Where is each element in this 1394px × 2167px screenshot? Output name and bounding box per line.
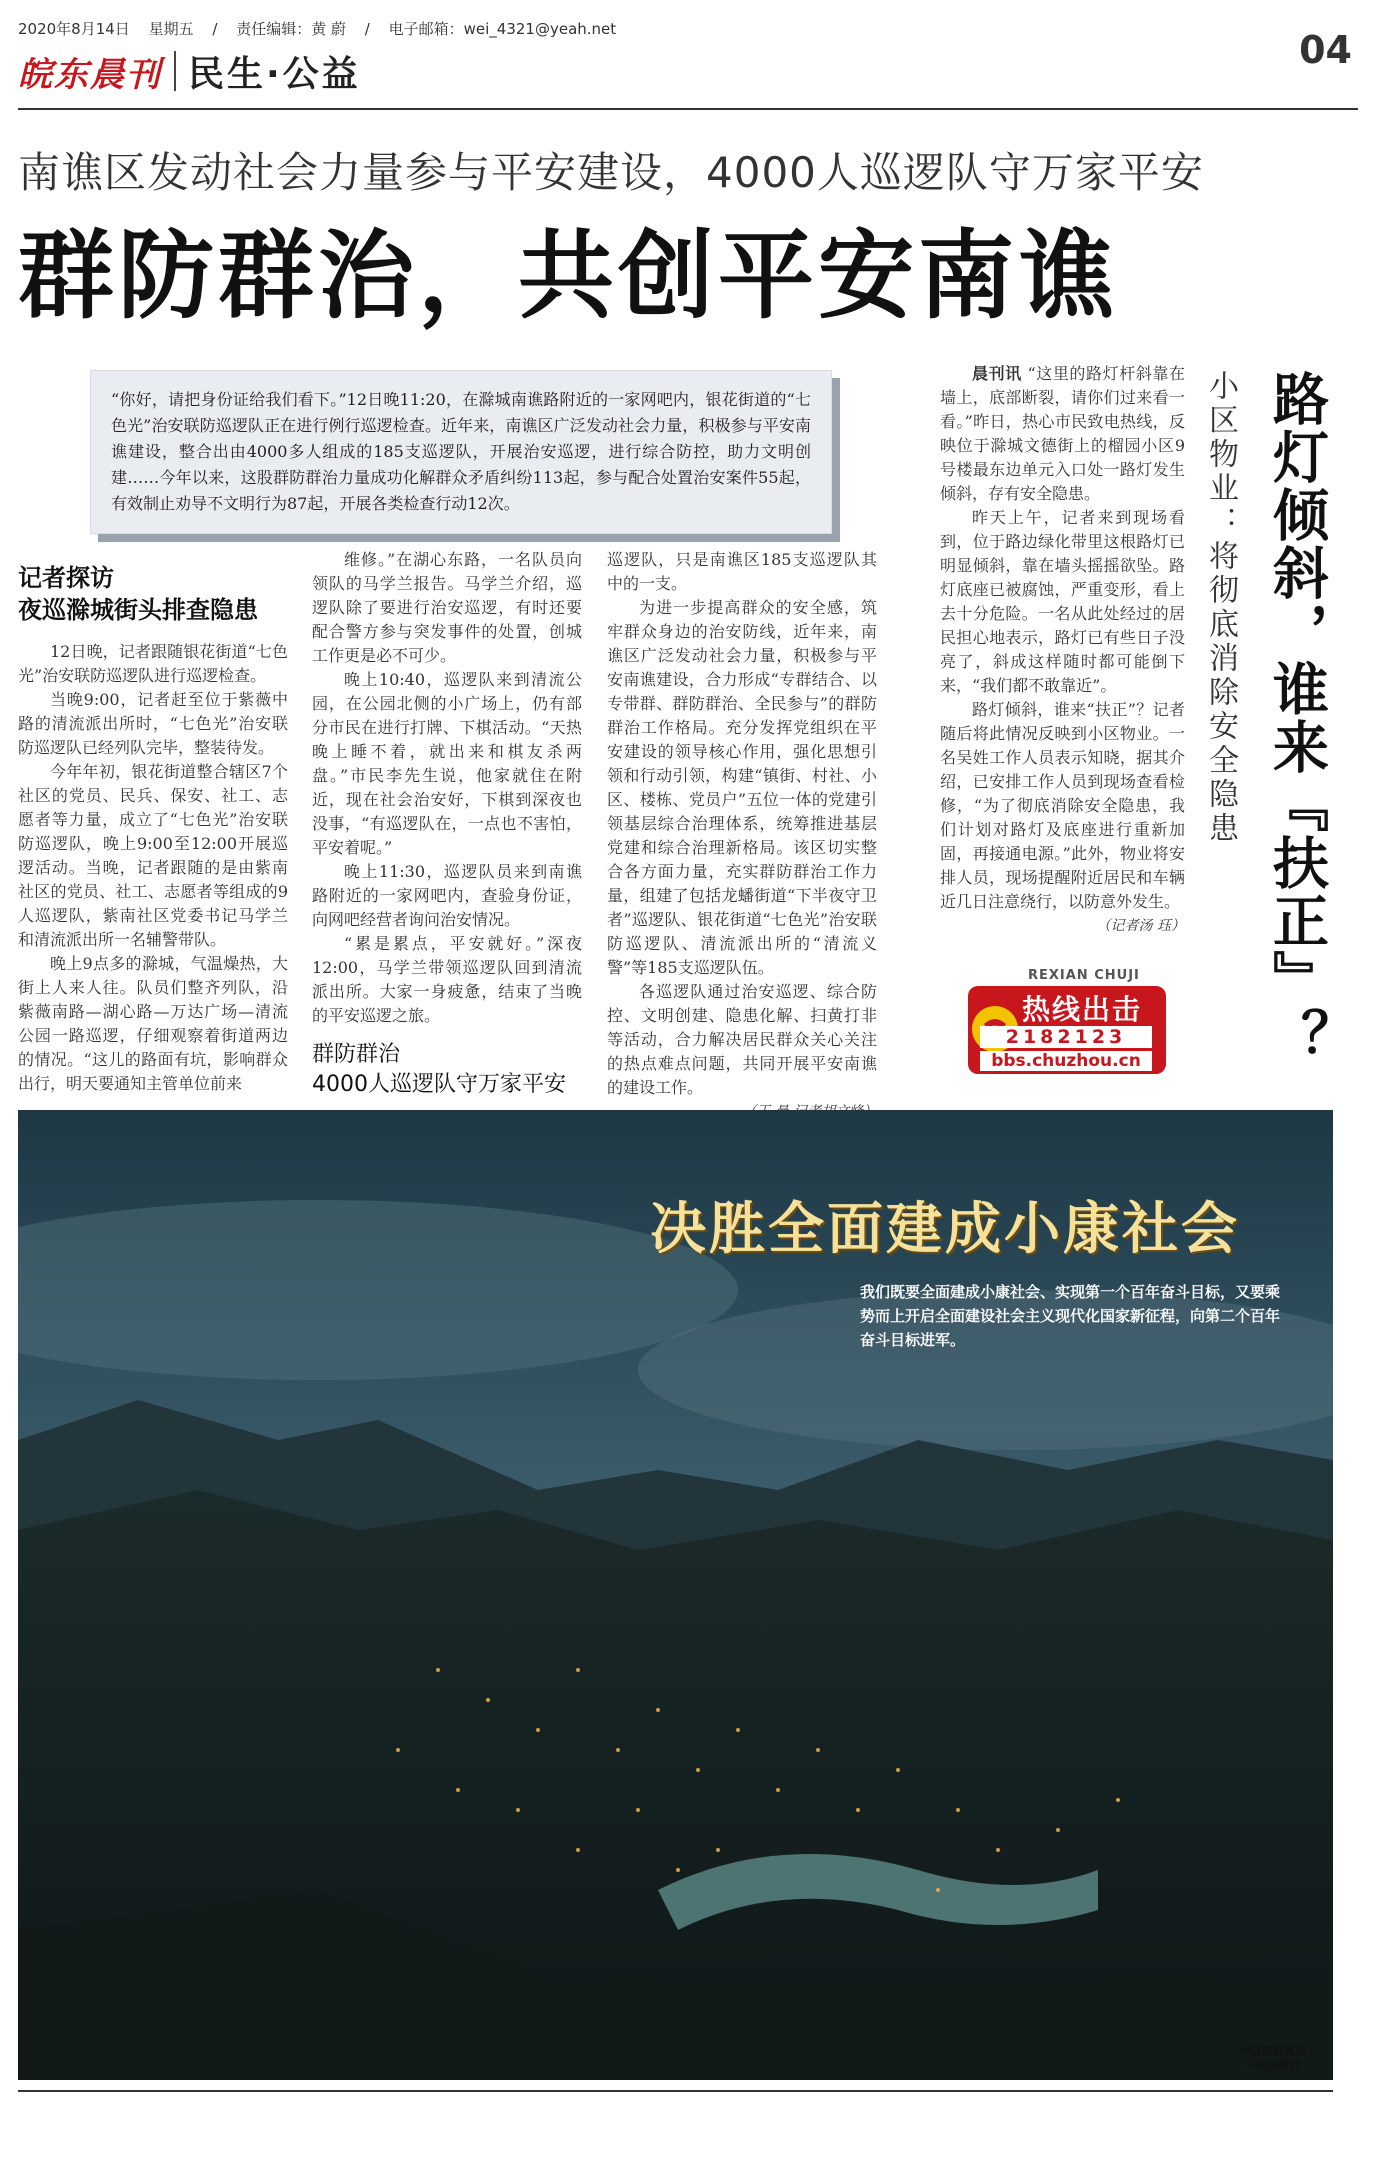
masthead [18, 46, 361, 96]
issue-date: 2020年8月14日 [18, 20, 130, 38]
ad-credit-line-2: 人民画报社 [1245, 2059, 1301, 2072]
col3-paragraph: 巡逻队，只是南谯区185支巡逻队其中的一支。 [607, 550, 877, 593]
side-story-paragraph: 路灯倾斜，谁来“扶正”？记者随后将此情况反映到小区物业。一名吴姓工作人员表示知晓，据其介绍，已安排工作人员到现场查看检修，“为了彻底消除安全隐患，我们计划对路灯及底座进行重新加固，再接通电源。”此外，物业将安排人员，现场提醒附近居民和车辆近几日注意绕行，以防意外发生。 [940, 700, 1185, 911]
col1-paragraph: 当晚9:00，记者赶至位于紫薇中路的清流派出所时，“七色光”治安联防巡逻队已经列队完毕，整装待发。 [18, 690, 288, 757]
col1-paragraph: 今年年初，银花街道整合辖区7个社区的党员、民兵、保安、社工、志愿者等力量，成立了“七色光”治安联防巡逻队，晚上9:00至12:00开展巡逻活动。当晚，记者跟随的是由紫南社区的党员、社工、志愿者等组成的9人巡逻队，紫南社区党委书记马学兰和清流派出所一名辅警带队。 [18, 762, 288, 949]
story-kicker: 南谯区发动社会力量参与平安建设，4000人巡逻队守万家平安 [18, 148, 1204, 197]
ad-credit [1240, 2045, 1306, 2073]
side-story-paragraph [940, 362, 1185, 506]
col1-paragraph: 12日晚，记者跟随银花街道“七色光”治安联防巡逻队进行巡逻检查。 [18, 642, 288, 685]
col1-paragraph: 晚上9点多的滁城，气温燥热，大街上人来人往。队员们整齐列队，沿紫薇南路—湖心路—万达广场—清流公园一路巡逻，仔细观察着街道两边的情况。“这儿的路面有坑，影响群众出行，明天要通知主管单位前来 [18, 954, 288, 1093]
issue-weekday: 星期五 [148, 20, 194, 38]
col3-paragraph: 为进一步提高群众的安全感，筑牢群众身边的治安防线，近年来，南谯区广泛发动社会力量，积极参与平安南谯建设，合力形成“专群结合、以专带群、群防群治、全民参与”的群防群治工作格局。充分发挥党组织在平安建设的领导核心作用，强化思想引领和行动引领，构建“镇街、村社、小区、楼栋、党员户”五位一体的党建引领基层综合治理体系，统筹推进基层党建和综合治理新格局。该区切实整合各方面力量，充实群防群治工作力量，组建了包括龙蟠街道“下半夜守卫者”巡逻队、银花街道“七色光”治安联防巡逻队、清流派出所的“清流义警”等185支巡逻队伍。 [607, 598, 877, 977]
story-column-2 [312, 548, 582, 1134]
masthead-divider [174, 51, 176, 91]
side-story-subtitle: 小区物业：将彻底消除安全隐患 [1203, 370, 1238, 846]
col2-paragraph: 晚上11:30，巡逻队员来到南谯路附近的一家网吧内，查验身份证，向网吧经营者询问治安情况。 [312, 862, 582, 929]
col2-subhead-1: 群防群治 [312, 1042, 401, 1067]
ad-title: 决胜全面建成小康社会 [650, 1196, 1240, 1262]
ad-text: 我们既要全面建成小康社会、实现第一个百年奋斗目标，又要乘势而上开启全面建设社会主义现代化国家新征程，向第二个百年奋斗目标进军。 [860, 1283, 1281, 1349]
col3-paragraph: 各巡逻队通过治安巡逻、综合防控、文明创建、隐患化解、扫黄打非等活动，合力解决居民群众关心关注的热点难点问题，共同开展平安南谯的建设工作。 [607, 982, 877, 1097]
col2-paragraph: 晚上10:40，巡逻队来到清流公园，在公园北侧的小广场上，仍有部分市民在进行打牌、下棋活动。“天热晚上睡不着，就出来和棋友杀两盘。”市民李先生说，他家就住在附近，现在社会治安好，下棋到深夜也没事，“有巡逻队在，一点也不害怕，平安着呢。” [312, 670, 582, 857]
header-rule [18, 108, 1358, 110]
col2-subhead-2: 4000人巡逻队守万家平安 [312, 1072, 566, 1097]
story-lead-box: “你好，请把身份证给我们看下。”12日晚11:20，在滁城南谯路附近的一家网吧内，银花街道的“七色光”治安联防巡逻队正在进行例行巡逻检查。近年来，南谯区广泛发动社会力量，积极参与平安南谯建设，整合出由4000多人组成的185支巡逻队，开展治安巡逻，进行综合防控，助力文明创建……今年以来，这股群防群治力量成功化解群众矛盾纠纷113起，参与配合处置治安案件55起，有效制止劝导不文明行为87起，开展各类检查行动12次。 [90, 370, 832, 534]
col1-subhead-2: 夜巡滁城街头排查隐患 [18, 596, 258, 624]
section-title: 民生·公益 [188, 53, 361, 95]
story-headline: 群防群治，共创平安南谯 [18, 220, 1118, 332]
ad-credit-line-1: 中宣部宣教局 [1240, 2045, 1306, 2058]
hotline-box [968, 986, 1166, 1074]
side-story-credit: （记者汤 珏） [1096, 918, 1185, 934]
page-number: 04 [1299, 28, 1352, 72]
side-story-title: 路灯倾斜，谁来『扶正』？ [1264, 370, 1329, 1066]
col2-paragraph: “累是累点，平安就好。”深夜12:00，马学兰带领巡逻队回到清流派出所。大家一身疲惫，结束了当晚的平安巡逻之旅。 [312, 934, 582, 1025]
newspaper-logo: 皖东晨刊 [18, 54, 162, 95]
story-column-1 [18, 562, 288, 1096]
side-story-text: “这里的路灯杆斜靠在墙上，底部断裂，请你们过来看一看。”昨日，热心市民致电热线，反映位于滁城文德街上的榴园小区9号楼最东边单元入口处一路灯发生倾斜，存有安全隐患。 [940, 364, 1185, 503]
col1-subhead-1: 记者探访 [18, 564, 114, 592]
hotline-badge [968, 968, 1168, 1078]
story-column-3 [607, 548, 877, 1124]
col2-paragraph: 维修。”在湖心东路，一名队员向领队的马学兰报告。马学兰介绍，巡逻队除了要进行治安巡逻，有时还要配合警方参与突发事件的处置，创城工作更是必不可少。 [312, 550, 582, 665]
side-story-paragraph: 昨天上午，记者来到现场看到，位于路边绿化带里这根路灯已明显倾斜，靠在墙头摇摇欲坠。路灯底座已被腐蚀，严重变形，看上去十分危险。一名从此处经过的居民担心地表示，路灯已有些日子没亮了，斜成这样随时都可能倒下来，“我们都不敢靠近”。 [940, 508, 1185, 695]
hotline-label-en: REXIAN CHUJI [1028, 968, 1140, 983]
editor-name: 责任编辑：黄 蔚 [236, 20, 347, 38]
editor-email[interactable]: 电子邮箱：wei_4321@yeah.net [388, 20, 617, 38]
top-meta-line: 2020年8月14日 星期五 / 责任编辑：黄 蔚 / 电子邮箱：wei_4321@yeah.net [18, 20, 617, 38]
side-story-body [940, 362, 1185, 938]
footer-rule [18, 2090, 1333, 2092]
hotline-label-cn: 热线出击 [1022, 993, 1143, 1026]
hotline-url[interactable]: bbs.chuzhou.cn [980, 1051, 1152, 1071]
side-story-byline: 晨刊讯 [972, 364, 1022, 383]
hotline-phone: 2182123 [980, 1026, 1152, 1048]
